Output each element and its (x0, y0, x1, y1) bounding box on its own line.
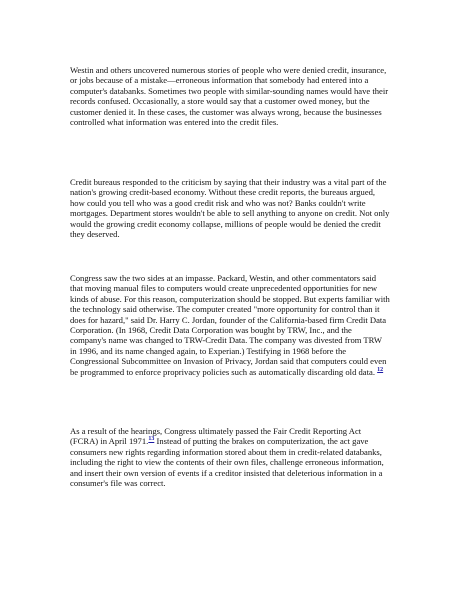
paragraph-1 (70, 65, 390, 127)
footnote-link-13[interactable]: 13 (148, 436, 155, 443)
paragraph-1-text: Westin and others uncovered numerous stories of people who were denied credit, insurance, or jobs because of a mistake—erroneous information that somebody had entered into a computer's databanks. Sometimes two people with similar-sounding names would have their records confused. Occasionally, a store would say that a customer owed money, but the customer denied it. In these cases, the customer was always wrong, because the businesses controlled what information was entered into the credit files. (70, 65, 389, 128)
paragraph-2 (70, 177, 390, 239)
paragraph-4 (70, 426, 390, 488)
paragraph-4-text-after: Instead of putting the brakes on computerization, the act gave consumers new rights regarding information stored about them in credit-related databanks, including the right to view the contents of their own files, challenge erroneous information, and insert their own version of events if a creditor insisted that deleterious information in a consumer's file was correct. (70, 436, 384, 489)
paragraph-3 (70, 273, 390, 377)
footnote-link-12[interactable]: 12 (377, 366, 384, 373)
paragraph-4-text-before: As a result of the hearings, Congress ultimately passed the Fair Credit Reporting Act (FCRA) in April 1971. (70, 426, 362, 447)
paragraph-2-text: Credit bureaus responded to the criticism by saying that their industry was a vital part of the nation's growing credit-based economy. Without these credit reports, the bureaus argued, how could you tell who was a good credit risk and who was not? Banks couldn't write mortgages. Department stores wouldn't be able to sell anything to anyone on credit. Not only would the growing credit economy collapse, millions of people would be denied the credit they deserved. (70, 177, 390, 240)
paragraph-3-text: Congress saw the two sides at an impasse. Packard, Westin, and other commentators said that moving manual files to computers would create unprecedented opportunities for new kinds of abuse. For this reason, computerization should be stopped. But experts familiar with the technology said otherwise. The computer created "more opportunity for control than it does for hazard," said Dr. Harry C. Jordan, founder of the California-based firm Credit Data Corporation. (In 1968, Credit Data Corporation was bought by TRW, Inc., and the company's name was changed to TRW-Credit Data. The company was divested from TRW in 1996, and its name changed again, to Experian.) Testifying in 1968 before the Congressional Subcommittee on Invasion of Privacy, Jordan said that computers could even be programmed to enforce proprivacy policies such as automatically discarding old data. (70, 273, 390, 377)
